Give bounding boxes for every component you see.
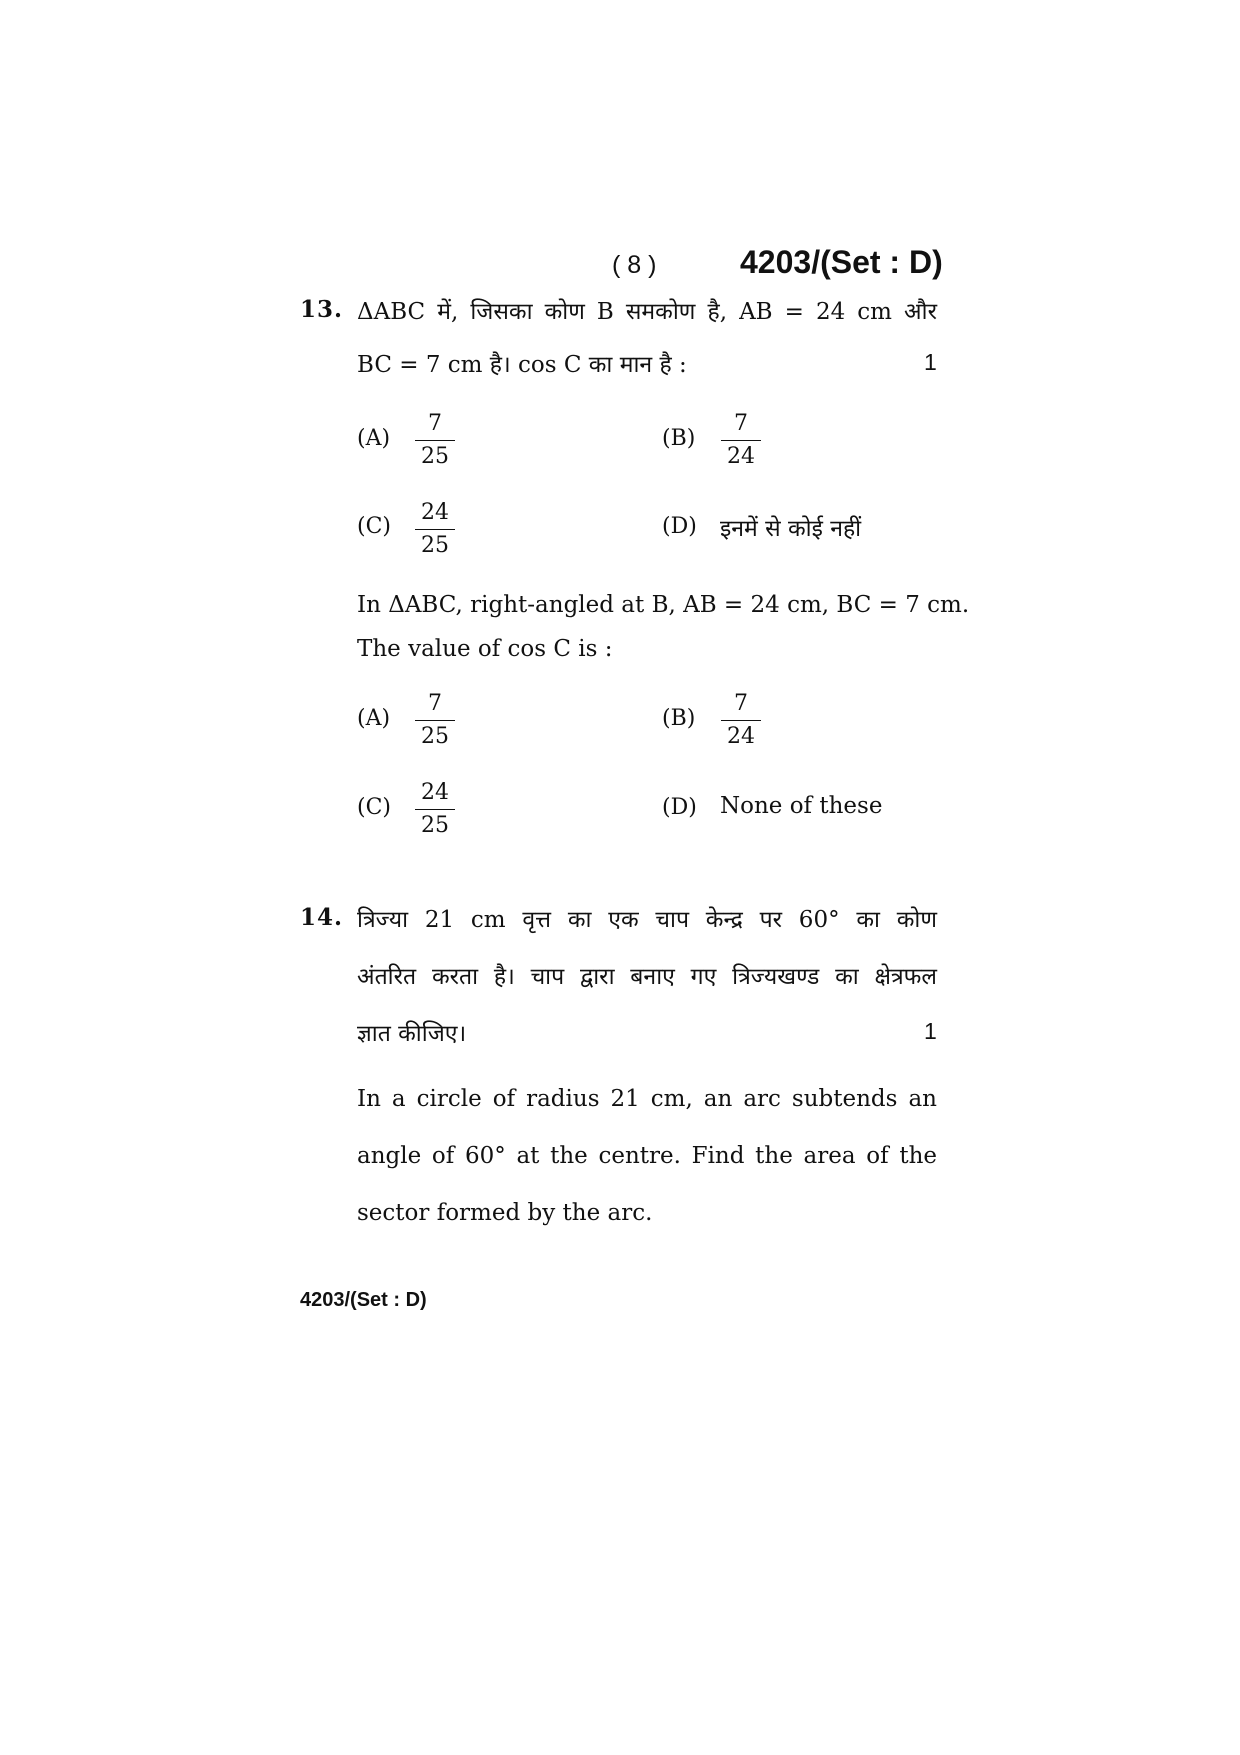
option-c-label: (C) [357, 514, 391, 539]
option-a-fraction [415, 690, 455, 751]
option-d-label: (D) [662, 514, 697, 539]
question-text-english-line-2: The value of cos C is : [357, 636, 613, 662]
question-text-hindi-line-2: अंतरित करता है। चाप द्वारा बनाए गए त्रिज्यखण्ड का क्षेत्रफल [357, 964, 937, 990]
denominator: 24 [727, 444, 755, 469]
fraction-bar [721, 720, 761, 721]
set-code-footer: 4203/(Set : D) [300, 1289, 427, 1311]
denominator: 24 [727, 724, 755, 749]
question-text-hindi-line-1: त्रिज्या 21 cm वृत्त का एक चाप केन्द्र पर 60° का कोण [357, 907, 937, 933]
option-a-fraction [415, 410, 455, 471]
question-text-english-line-1: In ΔABC, right-angled at B, AB = 24 cm, BC = 7 cm. [357, 592, 970, 618]
option-c-label: (C) [357, 795, 391, 820]
option-a-label: (A) [357, 426, 391, 451]
denominator: 25 [421, 813, 449, 838]
option-c-fraction [415, 499, 455, 560]
numerator: 24 [421, 500, 449, 525]
fraction-bar [721, 440, 761, 441]
option-b-fraction [721, 410, 761, 471]
fraction-bar [415, 529, 455, 530]
option-c-fraction [415, 779, 455, 840]
numerator: 7 [428, 411, 442, 436]
question-text-hindi-line-3: ज्ञात कीजिए। [357, 1021, 467, 1047]
option-d-text: इनमें से कोई नहीं [720, 516, 862, 542]
question-text-english-line-3: sector formed by the arc. [357, 1200, 653, 1226]
question-text-english-line-1: In a circle of radius 21 cm, an arc subtends an [357, 1086, 937, 1112]
denominator: 25 [421, 444, 449, 469]
question-number: 13. [300, 296, 344, 323]
denominator: 25 [421, 533, 449, 558]
numerator: 7 [734, 691, 748, 716]
page-number: ( 8 ) [612, 251, 657, 279]
option-a-label: (A) [357, 706, 391, 731]
marks: 1 [924, 349, 937, 375]
option-d-text: None of these [720, 793, 883, 819]
question-text-hindi-line-2: BC = 7 cm है। cos C का मान है : [357, 352, 687, 378]
fraction-bar [415, 440, 455, 441]
option-d-label: (D) [662, 795, 697, 820]
question-number: 14. [300, 904, 344, 931]
denominator: 25 [421, 724, 449, 749]
question-text-english-line-2: angle of 60° at the centre. Find the area of the [357, 1143, 937, 1169]
numerator: 7 [428, 691, 442, 716]
numerator: 7 [734, 411, 748, 436]
option-b-fraction [721, 690, 761, 751]
set-code-header: 4203/(Set : D) [740, 244, 943, 280]
option-b-label: (B) [662, 706, 696, 731]
question-text-hindi-line-1: ΔABC में, जिसका कोण B समकोण है, AB = 24 cm और [357, 299, 937, 325]
option-b-label: (B) [662, 426, 696, 451]
marks: 1 [924, 1018, 937, 1044]
fraction-bar [415, 720, 455, 721]
numerator: 24 [421, 780, 449, 805]
fraction-bar [415, 809, 455, 810]
